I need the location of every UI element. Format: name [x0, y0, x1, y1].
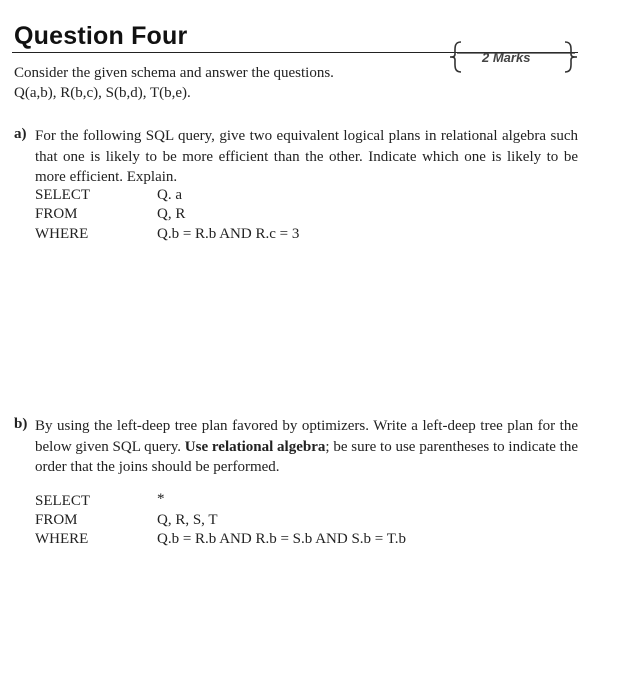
sql-a-select-keyword: SELECT — [35, 187, 90, 203]
page-title: Question Four — [14, 22, 188, 50]
sql-b-from-value: Q, R, S, T — [157, 512, 218, 528]
sql-a-from-value: Q, R — [157, 206, 186, 222]
sql-a-from-keyword: FROM — [35, 206, 78, 222]
sql-b-where-value: Q.b = R.b AND R.b = S.b AND S.b = T.b — [157, 531, 407, 547]
part-b-text-end: ; be sure to use parentheses to indicate the order that the joins should be performed. — [35, 438, 578, 475]
sql-b-where-keyword: WHERE — [35, 531, 89, 547]
part-b-text — [35, 416, 578, 478]
intro-text: Consider the given schema and answer the questions. — [14, 65, 334, 81]
sql-b-from-keyword: FROM — [35, 512, 78, 528]
marks-badge — [449, 38, 579, 76]
marks-label: 2 Marks — [482, 50, 531, 65]
sql-a-select-value: Q. a — [157, 187, 182, 203]
sql-a-where-value: Q.b = R.b AND R.c = 3 — [157, 226, 300, 242]
part-a-text: For the following SQL query, give two equivalent logical plans in relational algebra such that one is likely to be more efficient than the other. Indicate which one is likely to be more efficient. Explain. — [35, 128, 578, 185]
sql-a-where-keyword: WHERE — [35, 226, 89, 242]
schema-text: Q(a,b), R(b,c), S(b,d), T(b,e). — [14, 85, 191, 101]
part-b-text-start: By using the left-deep tree plan favored by optimizers. Write a left-deep tree plan for the below given SQL query. — [35, 418, 578, 455]
part-b-label: b) — [14, 416, 28, 432]
part-b-text-bold: Use relational algebra — [184, 438, 326, 455]
part-a-label: a) — [14, 126, 27, 142]
sql-b-select-value: * — [157, 491, 165, 507]
sql-b-select-keyword: SELECT — [35, 493, 90, 509]
